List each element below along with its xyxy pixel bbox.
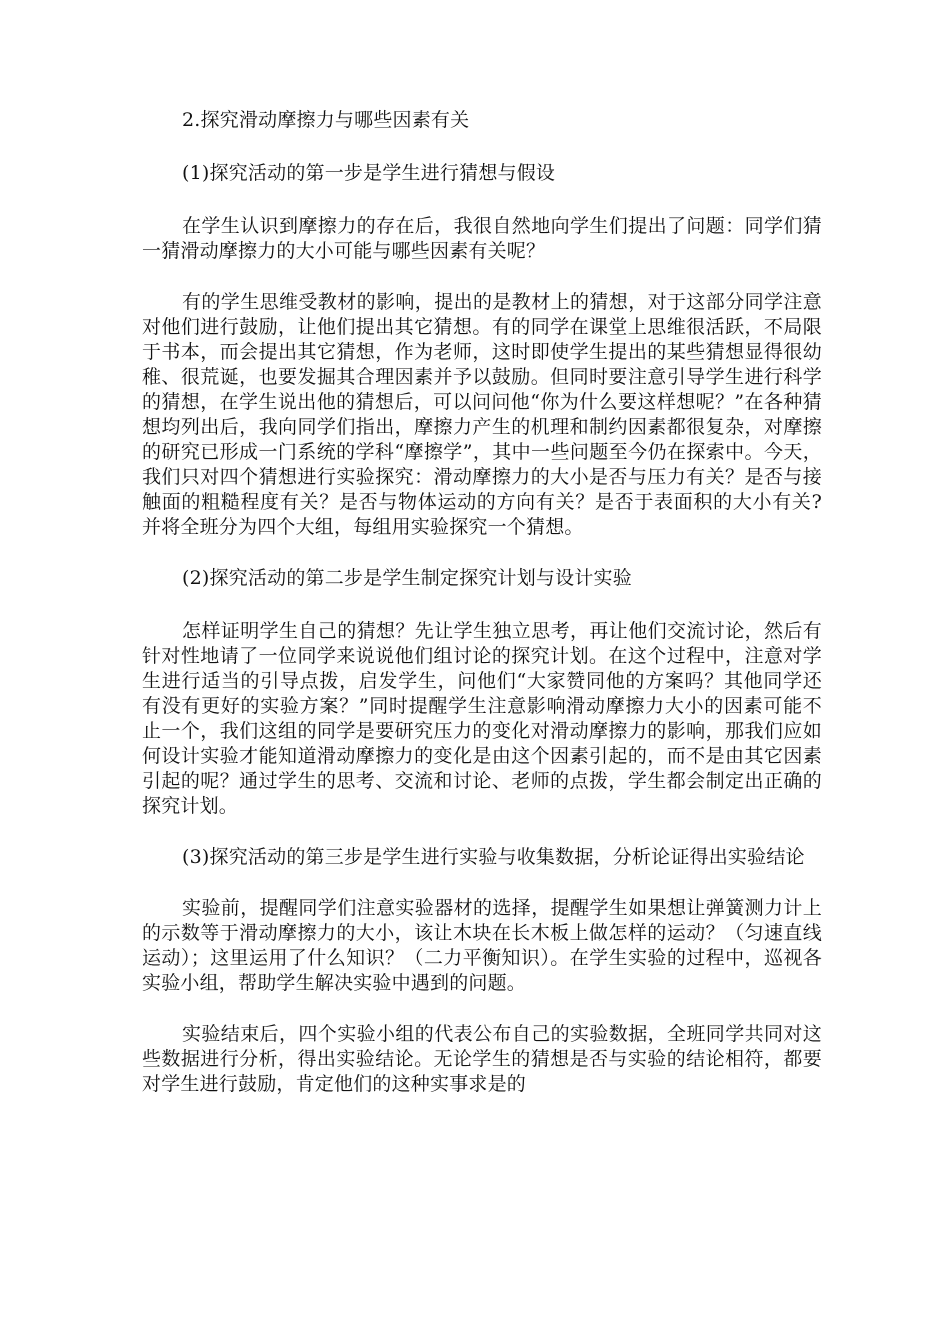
paragraph-question: 在学生认识到摩擦力的存在后，我很自然地向学生们提出了问题：同学们猜一猜滑动摩擦力的大小可能与哪些因素有关呢？ (142, 215, 822, 262)
paragraph-experiment: 实验前，提醒同学们注意实验器材的选择，提醒学生如果想让弹簧测力计上的示数等于滑动摩擦力的大小，该让木块在长木板上做怎样的运动？（匀速直线运动）；这里运用了什么知识？（二力平衡知识）。在学生实验的过程中，巡视各实验小组，帮助学生解决实验中遇到的问题。 (142, 897, 822, 994)
section-heading: 2.探究滑动摩擦力与哪些因素有关 (182, 109, 470, 131)
step-3-heading: (3)探究活动的第三步是学生进行实验与收集数据，分析论证得出实验结论 (182, 846, 805, 868)
paragraph-guesses: 有的学生思维受教材的影响，提出的是教材上的猜想，对于这部分同学注意对他们进行鼓励，让他们提出其它猜想。有的同学在课堂上思维很活跃，不局限于书本，而会提出其它猜想，作为老师，这时即使学生提出的某些猜想显得很幼稚、很荒诞，也要发掘其合理因素并予以鼓励。但同时要注意引导学生进行科学的猜想，在学生说出他的猜想后，可以问问他“你为什么要这样想呢？”在各种猜想均列出后，我向同学们指出，摩擦力产生的机理和制约因素都很复杂，对摩擦的研究已形成一门系统的学科“摩擦学”，其中一些问题至今仍在探索中。今天，我们只对四个猜想进行实验探究：滑动摩擦力的大小是否与压力有关？是否与接触面的粗糙程度有关？是否与物体运动的方向有关？是否于表面积的大小有关?并将全班分为四个大组，每组用实验探究一个猜想。 (142, 291, 822, 538)
paragraph-conclusion: 实验结束后，四个实验小组的代表公布自己的实验数据，全班同学共同对这些数据进行分析，得出实验结论。无论学生的猜想是否与实验的结论相符，都要对学生进行鼓励，肯定他们的这种实事求是的 (142, 1023, 822, 1095)
step-1-heading: (1)探究活动的第一步是学生进行猜想与假设 (182, 162, 556, 184)
document-page (142, 108, 822, 1123)
paragraph-plan: 怎样证明学生自己的猜想？先让学生独立思考，再让他们交流讨论，然后有针对性地请了一位同学来说说他们组讨论的探究计划。在这个过程中，注意对学生进行适当的引导点拨，启发学生，问他们“大家赞同他的方案吗？其他同学还有没有更好的实验方案？”同时提醒学生注意影响滑动摩擦力大小的因素可能不止一个，我们这组的同学是要研究压力的变化对滑动摩擦力的影响，那我们应如何设计实验才能知道滑动摩擦力的变化是由这个因素引起的，而不是由其它因素引起的呢？通过学生的思考、交流和讨论、老师的点拨，学生都会制定出正确的探究计划。 (142, 620, 822, 817)
step-2-heading: (2)探究活动的第二步是学生制定探究计划与设计实验 (182, 567, 632, 589)
